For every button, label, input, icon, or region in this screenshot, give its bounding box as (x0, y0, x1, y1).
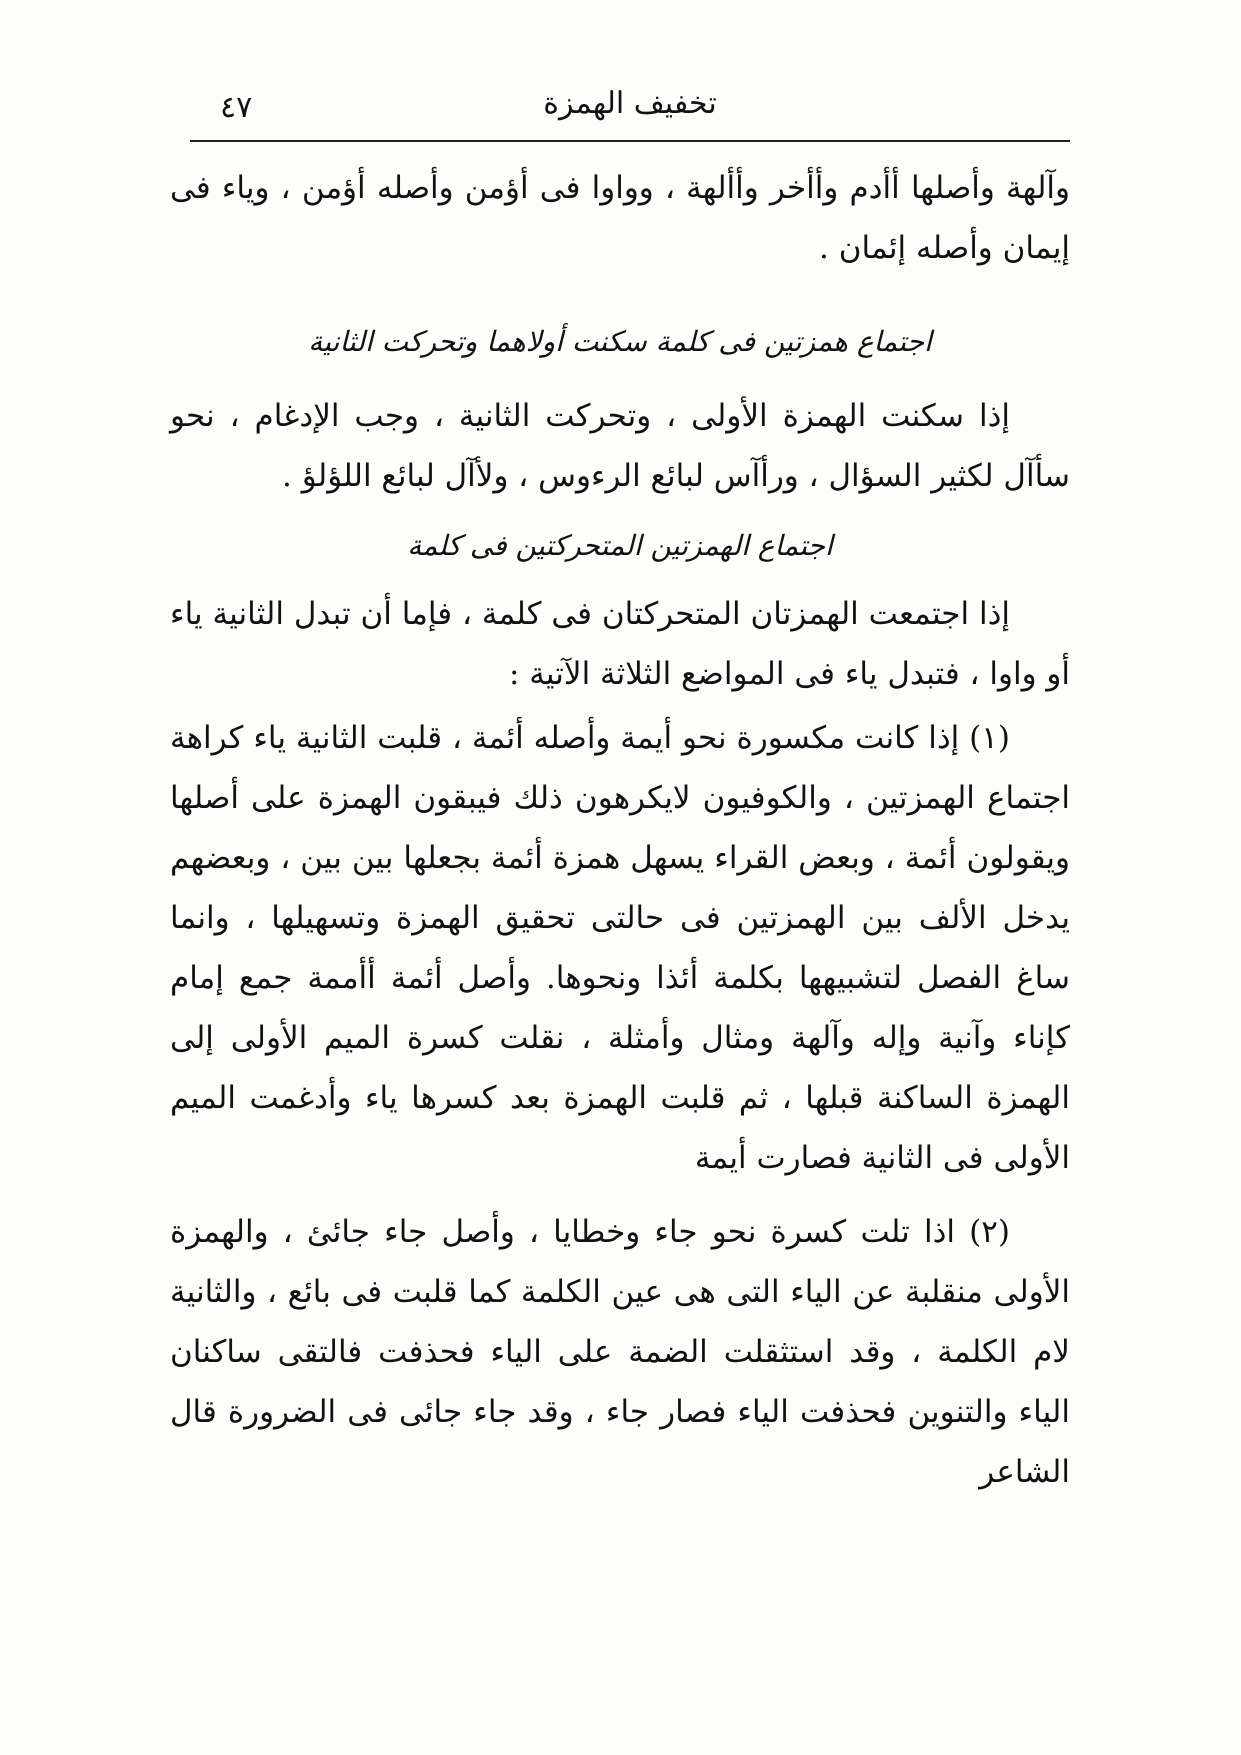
paragraph-continuation: وآلهة وأصلها أأدم وأأخر وأألهة ، وواوا فى أؤمن وأصله أؤمن ، وياء فى إيمان وأصله إئمان . (170, 170, 1070, 266)
page-header (190, 86, 1070, 132)
running-title: تخفيف الهمزة (543, 86, 717, 121)
section-heading-1: اجتماع همزتين فى كلمة سكنت أولاهما وتحركت الثانية (308, 325, 932, 358)
section-heading-2: اجتماع الهمزتين المتحركتين فى كلمة (407, 529, 833, 562)
list-item-1: (١) إذا كانت مكسورة نحو أيمة وأصله أئمة ، قلبت الثانية ياء كراهة اجتماع الهمزتين ، والكوفيون لايكرهون ذلك فيبقون الهمزة على أصلها ويقولون أئمة ، وبعض القراء يسهل همزة أئمة بجعلها بين بين ، وبعضهم يدخل الألف بين الهمزتين فى حالتى تحقيق الهمزة وتسهيلها ، وانما ساغ الفصل لتشبيهها بكلمة أئذا ونحوها. وأصل أئمة أأممة جمع إمام كإناء وآنية وإله وآلهة ومثال وأمثلة ، نقلت كسرة الميم الأولى إلى الهمزة الساكنة قبلها ، ثم قلبت الهمزة بعد كسرها ياء وأدغمت الميم الأولى فى الثانية فصارت أيمة (170, 720, 1070, 1176)
paragraph-sakinah: إذا سكنت الهمزة الأولى ، وتحركت الثانية ، وجب الإدغام ، نحو سأآل لكثير السؤال ، ورأآس لبائع الرءوس ، ولأآل لبائع اللؤلؤ . (170, 398, 1070, 494)
list-item-2: (٢) اذا تلت كسرة نحو جاء وخطايا ، وأصل جاء جائئ ، والهمزة الأولى منقلبة عن الياء التى هى عين الكلمة كما قلبت فى بائع ، والثانية لام الكلمة ، وقد استثقلت الضمة على الياء فحذفت فالتقى ساكنان الياء والتنوين فحذفت الياء فصار جاء ، وقد جاء جائى فى الضرورة قال الشاعر (170, 1214, 1070, 1490)
paragraph-intro: إذا اجتمعت الهمزتان المتحركتان فى كلمة ، فإما أن تبدل الثانية ياء أو واوا ، فتبدل ياء فى المواضع الثلاثة الآتية : (170, 596, 1070, 692)
header-rule (190, 140, 1070, 142)
page-body (170, 158, 1070, 1502)
page-number: ٤٧ (220, 90, 253, 125)
